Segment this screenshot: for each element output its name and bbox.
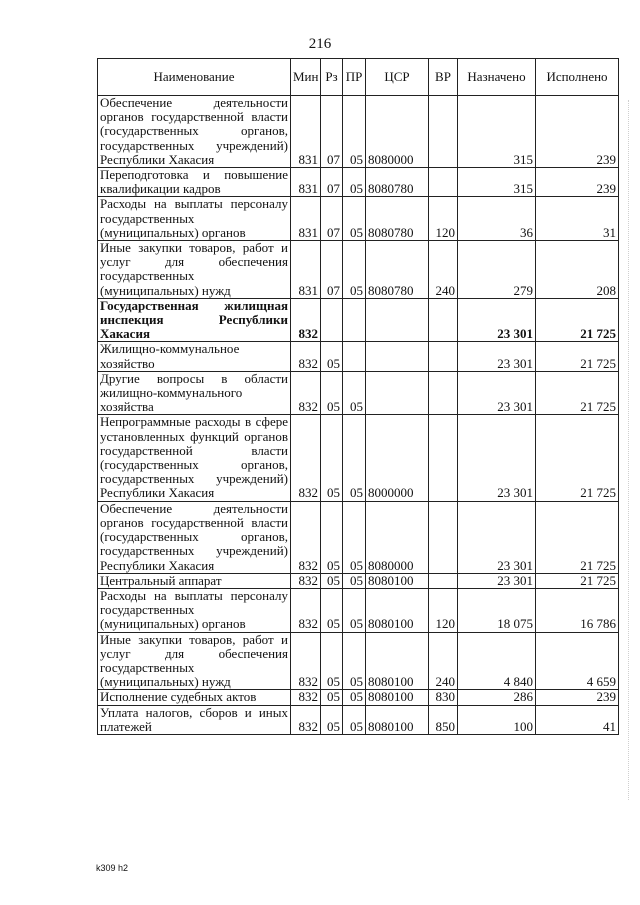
row-rz: 05 [321,588,343,632]
header-assigned: Назначено [458,59,536,96]
table-row [98,371,619,415]
row-csr: 8080000 [366,501,429,573]
row-name: Переподготовка и повышение квалификации кадров [98,168,291,197]
row-rz: 05 [321,573,343,588]
row-executed: 21 725 [536,298,619,342]
row-executed: 239 [536,168,619,197]
row-csr: 8080100 [366,690,429,705]
table-row [98,501,619,573]
row-assigned: 279 [458,241,536,299]
row-csr [366,342,429,371]
row-csr [366,298,429,342]
page-number: 216 [308,36,332,52]
table-row [98,342,619,371]
row-rz [321,298,343,342]
row-rz: 05 [321,415,343,501]
row-name: Жилищно-коммунальное хозяйство [98,342,291,371]
budget-table [97,58,619,735]
row-name: Исполнение судебных актов [98,690,291,705]
row-name: Обеспечение деятельности органов государственной власти (государственных органов, государственных учреждений) Республики Хакасия [98,96,291,168]
row-name: Другие вопросы в области жилищно-коммунального хозяйства [98,371,291,415]
row-rz: 05 [321,501,343,573]
row-vr: 240 [429,241,458,299]
row-name: Центральный аппарат [98,573,291,588]
row-assigned: 36 [458,197,536,241]
row-rz: 07 [321,241,343,299]
row-rz: 05 [321,342,343,371]
row-assigned: 4 840 [458,632,536,690]
header-min: Мин [291,59,321,96]
row-vr: 830 [429,690,458,705]
row-executed: 16 786 [536,588,619,632]
row-vr [429,371,458,415]
row-executed: 21 725 [536,501,619,573]
row-csr: 8080780 [366,197,429,241]
row-vr [429,501,458,573]
row-executed: 21 725 [536,342,619,371]
row-csr: 8080780 [366,241,429,299]
row-assigned: 23 301 [458,298,536,342]
row-assigned: 23 301 [458,371,536,415]
header-vr: ВР [429,59,458,96]
row-csr [366,371,429,415]
row-assigned: 23 301 [458,415,536,501]
row-executed: 41 [536,705,619,734]
row-vr: 850 [429,705,458,734]
table-body [98,96,619,735]
row-min: 831 [291,241,321,299]
row-pr: 05 [343,241,366,299]
row-name: Иные закупки товаров, работ и услуг для обеспечения государственных (муниципальных) нужд [98,241,291,299]
row-csr: 8080100 [366,588,429,632]
row-name: Уплата налогов, сборов и иных платежей [98,705,291,734]
row-min: 832 [291,371,321,415]
row-pr: 05 [343,96,366,168]
table-header-row [98,59,619,96]
row-executed: 239 [536,690,619,705]
row-executed: 31 [536,197,619,241]
row-name: Иные закупки товаров, работ и услуг для обеспечения государственных (муниципальных) нужд [98,632,291,690]
row-name: Обеспечение деятельности органов государственной власти (государственных органов, государственных учреждений) Республики Хакасия [98,501,291,573]
row-executed: 21 725 [536,573,619,588]
row-min: 831 [291,96,321,168]
row-pr: 05 [343,415,366,501]
table-row [98,197,619,241]
row-vr [429,342,458,371]
row-vr [429,415,458,501]
row-assigned: 286 [458,690,536,705]
row-rz: 05 [321,705,343,734]
row-executed: 21 725 [536,371,619,415]
row-assigned: 23 301 [458,501,536,573]
row-name: Государственная жилищная инспекция Республики Хакасия [98,298,291,342]
row-csr: 8080000 [366,96,429,168]
row-vr [429,298,458,342]
table-row [98,690,619,705]
row-vr: 120 [429,197,458,241]
row-min: 831 [291,168,321,197]
row-assigned: 18 075 [458,588,536,632]
row-assigned: 315 [458,168,536,197]
row-rz: 07 [321,96,343,168]
row-min: 832 [291,705,321,734]
table-row [98,573,619,588]
row-vr [429,573,458,588]
row-min: 831 [291,197,321,241]
header-pr: ПР [343,59,366,96]
row-assigned: 23 301 [458,573,536,588]
row-assigned: 23 301 [458,342,536,371]
table-row [98,415,619,501]
row-min: 832 [291,632,321,690]
row-min: 832 [291,342,321,371]
row-pr [343,298,366,342]
table-row [98,632,619,690]
header-csr: ЦСР [366,59,429,96]
footer-code: k309 h2 [96,863,129,873]
row-csr: 8000000 [366,415,429,501]
margin-marks [628,100,637,800]
row-pr: 05 [343,371,366,415]
header-executed: Исполнено [536,59,619,96]
header-name: Наименование [98,59,291,96]
row-csr: 8080780 [366,168,429,197]
row-vr: 240 [429,632,458,690]
row-rz: 07 [321,168,343,197]
row-csr: 8080100 [366,573,429,588]
row-min: 832 [291,501,321,573]
row-min: 832 [291,298,321,342]
table-row [98,96,619,168]
header-rz: Рз [321,59,343,96]
row-name: Расходы на выплаты персоналу государственных (муниципальных) органов [98,197,291,241]
row-rz: 07 [321,197,343,241]
row-csr: 8080100 [366,705,429,734]
row-pr: 05 [343,705,366,734]
row-executed: 21 725 [536,415,619,501]
row-rz: 05 [321,690,343,705]
row-min: 832 [291,588,321,632]
row-rz: 05 [321,632,343,690]
row-pr: 05 [343,632,366,690]
table-row [98,241,619,299]
table-row [98,705,619,734]
row-rz: 05 [321,371,343,415]
row-min: 832 [291,573,321,588]
row-pr: 05 [343,168,366,197]
row-pr [343,342,366,371]
row-pr: 05 [343,690,366,705]
row-pr: 05 [343,197,366,241]
row-min: 832 [291,415,321,501]
row-name: Расходы на выплаты персоналу государственных (муниципальных) органов [98,588,291,632]
row-assigned: 315 [458,96,536,168]
row-min: 832 [291,690,321,705]
row-vr [429,168,458,197]
row-csr: 8080100 [366,632,429,690]
row-executed: 208 [536,241,619,299]
row-pr: 05 [343,588,366,632]
table-row [98,168,619,197]
row-pr: 05 [343,501,366,573]
row-executed: 4 659 [536,632,619,690]
row-vr [429,96,458,168]
row-vr: 120 [429,588,458,632]
table-row [98,298,619,342]
row-executed: 239 [536,96,619,168]
table-row [98,588,619,632]
row-name: Непрограммные расходы в сфере установленных функций органов государственной власти (государственных органов, государственных учреждений) Республики Хакасия [98,415,291,501]
row-pr: 05 [343,573,366,588]
row-assigned: 100 [458,705,536,734]
